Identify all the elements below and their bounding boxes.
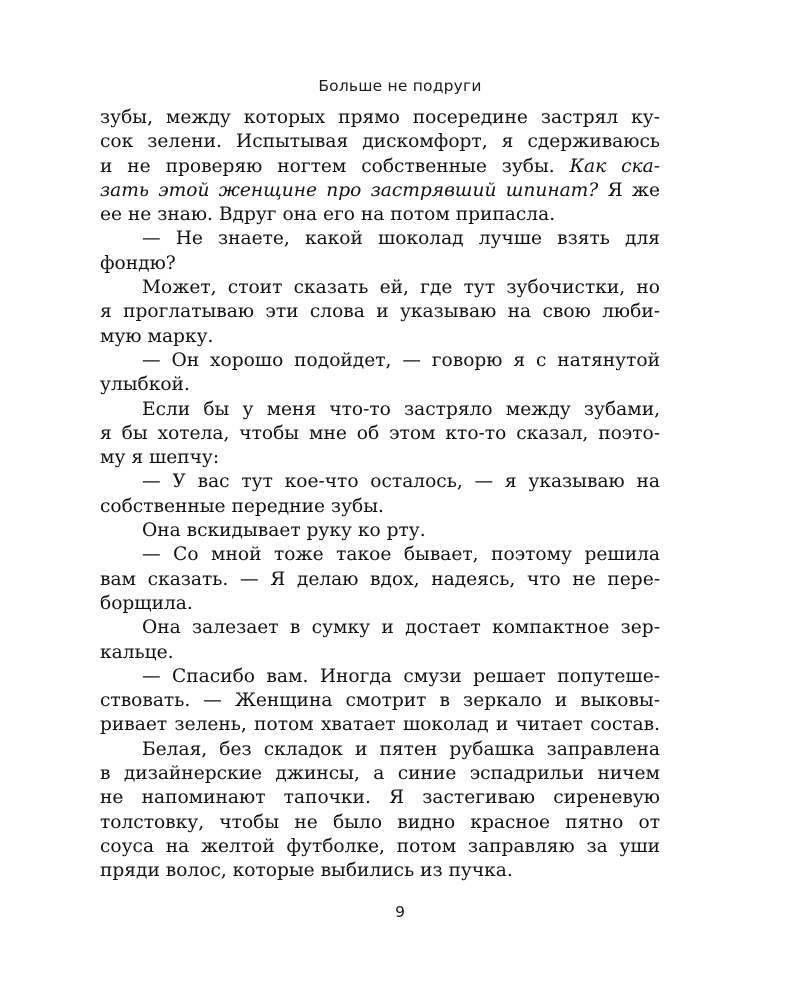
text-line: Белая, без складок и пятен рубашка заправлена xyxy=(142,738,660,760)
text-line: я бы хотела, чтобы мне об этом кто-то сказал, поэто- xyxy=(100,422,660,444)
text-line: Она залезает в сумку и достает компактное зер- xyxy=(142,617,660,639)
text-line: му я шепчу: xyxy=(100,447,220,469)
text-line: не напоминают тапочки. Я застегиваю сиреневую xyxy=(100,787,660,809)
text-line: кальце. xyxy=(100,641,174,663)
text-line: зубы, между которых прямо посередине застрял ку- xyxy=(100,107,660,128)
text-line: — Спасибо вам. Иногда смузи решает попутеше- xyxy=(142,665,660,687)
running-header: Больше не подруги xyxy=(318,77,482,95)
italic-text-span: зать этой женщине про застрявший шпинат? xyxy=(100,179,599,201)
text-line: Она вскидывает руку ко рту. xyxy=(142,520,426,542)
text-line: — Со мной тоже такое бывает, поэтому решила xyxy=(142,544,660,566)
page-number: 9 xyxy=(395,903,405,921)
italic-text-span: Как ска- xyxy=(569,155,660,177)
text-line: сок зелени. Испытывая дискомфорт, я сдерживаюсь xyxy=(100,131,660,153)
text-span: и не проверяю ногтем собственные зубы. xyxy=(100,155,555,177)
text-line: ее не знаю. Вдруг она его на потом припасла. xyxy=(100,204,556,226)
text-line: я проглатываю эти слова и указываю на свою люби- xyxy=(100,301,660,323)
text-line xyxy=(100,179,660,203)
text-span: Я же xyxy=(607,179,660,201)
text-line: — У вас тут кое-что осталось, — я указываю на xyxy=(142,471,660,493)
text-line: ривает зелень, потом хватает шоколад и читает состав. xyxy=(100,714,660,736)
text-line: борщила. xyxy=(100,592,193,614)
text-line: Если бы у меня что-то застряло между зубами, xyxy=(142,398,660,420)
body-text xyxy=(100,106,660,884)
text-line: — Не знаете, какой шоколад лучше взять для xyxy=(142,228,660,250)
text-line: пряди волос, которые выбились из пучка. xyxy=(100,860,513,882)
text-line: фондю? xyxy=(100,252,176,274)
text-line: улыбкой. xyxy=(100,374,190,396)
text-line: ствовать. — Женщина смотрит в зеркало и выковы- xyxy=(100,690,660,712)
text-line: толстовку, чтобы не было видно красное пятно от xyxy=(100,811,660,833)
text-line: собственные передние зубы. xyxy=(100,495,384,517)
text-line xyxy=(100,155,660,179)
text-line: Может, стоит сказать ей, где тут зубочистки, но xyxy=(142,277,660,299)
text-line: вам сказать. — Я делаю вдох, надеясь, что не пере- xyxy=(100,568,660,590)
text-line: мую марку. xyxy=(100,325,214,347)
text-line: — Он хорошо подойдет, — говорю я с натянутой xyxy=(142,349,660,371)
text-line: в дизайнерские джинсы, а синие эспадрильи ничем xyxy=(100,763,660,785)
text-line: соуса на желтой футболке, потом заправляю за уши xyxy=(100,835,660,857)
